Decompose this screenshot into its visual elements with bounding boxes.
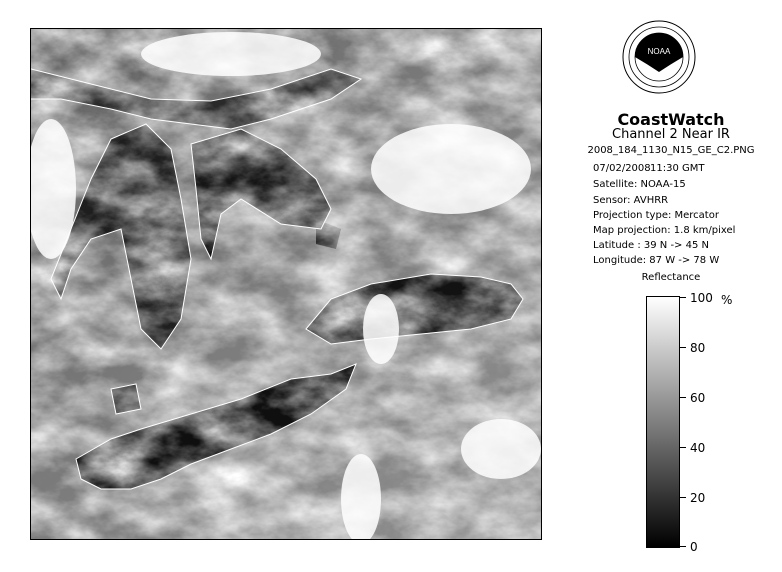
colorbar-tick-label: 40 xyxy=(690,441,706,455)
colorbar-unit: % xyxy=(721,293,733,307)
acquisition-time: 11:30 GMT xyxy=(650,163,705,174)
colorbar-tick-label: 60 xyxy=(690,391,706,405)
satellite-image xyxy=(30,28,542,540)
logo-text: NOAA xyxy=(647,47,671,56)
noaa-logo-icon xyxy=(622,20,696,94)
map-projection-info: Map projection: 1.8 km/pixel xyxy=(593,225,736,236)
product-title: CoastWatch xyxy=(617,110,725,129)
colorbar-label: Reflectance xyxy=(641,272,701,283)
projection-type-info: Projection type: Mercator xyxy=(593,210,719,221)
channel-subtitle: Channel 2 Near IR xyxy=(612,127,730,142)
satellite-info: Satellite: NOAA-15 xyxy=(593,179,686,190)
acquisition-date: 07/02/2008 xyxy=(593,163,651,174)
colorbar-tick xyxy=(680,347,686,348)
colorbar-tick-label: 20 xyxy=(690,491,706,505)
latitude-info: Latitude : 39 N -> 45 N xyxy=(593,240,709,251)
colorbar xyxy=(646,296,680,548)
colorbar-tick xyxy=(680,297,686,298)
colorbar-tick-label: 80 xyxy=(690,341,706,355)
sensor-info: Sensor: AVHRR xyxy=(593,195,669,206)
colorbar-tick xyxy=(680,497,686,498)
longitude-info: Longitude: 87 W -> 78 W xyxy=(593,255,720,266)
colorbar-tick xyxy=(680,546,686,547)
file-name: 2008_184_1130_N15_GE_C2.PNG xyxy=(587,145,755,156)
colorbar-tick xyxy=(680,397,686,398)
colorbar-tick-label: 100 xyxy=(690,291,713,305)
colorbar-tick-label: 0 xyxy=(690,540,698,554)
satellite-image-graphic xyxy=(31,29,542,540)
colorbar-tick xyxy=(680,447,686,448)
